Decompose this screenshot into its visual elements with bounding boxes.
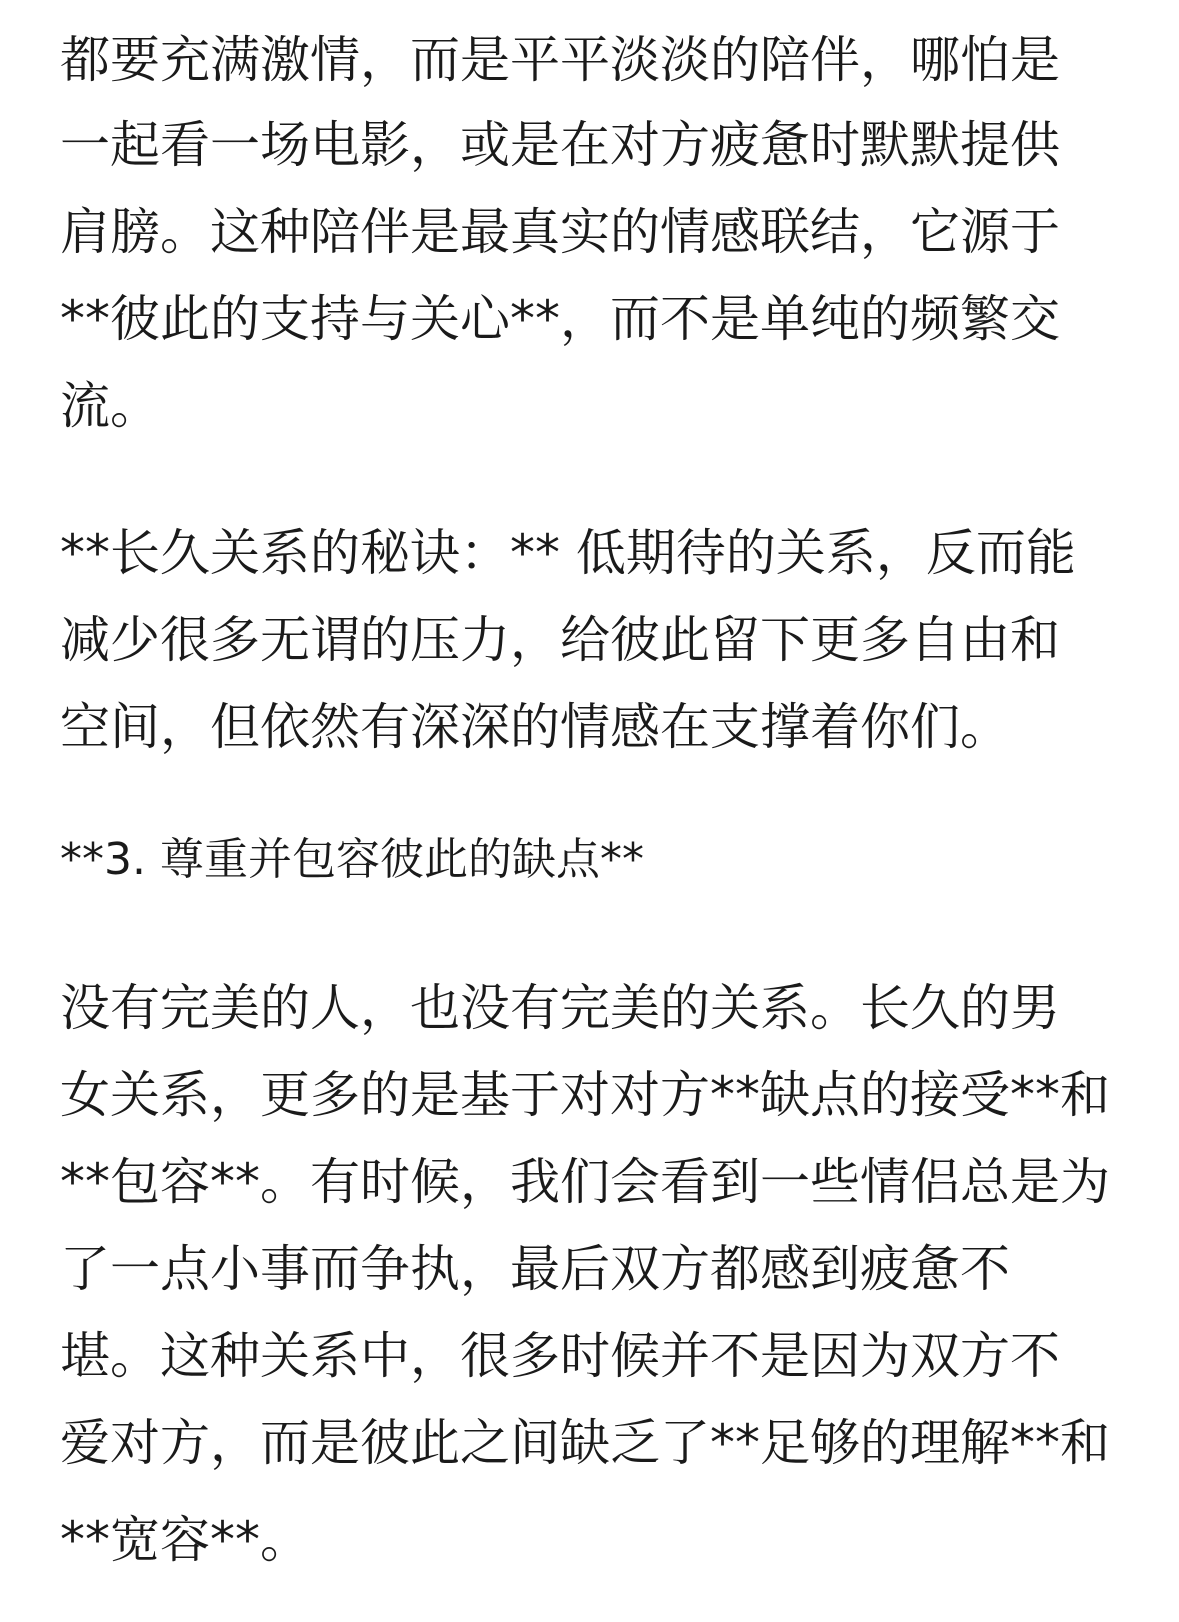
paragraph-line: 了一点小事而争执，最后双方都感到疲惫不 [60,1240,1010,1298]
paragraph-line: 女关系，更多的是基于对对方**缺点的接受**和 [60,1066,1110,1124]
paragraph-line: 堪。这种关系中，很多时候并不是因为双方不 [60,1327,1060,1385]
paragraph-line: 减少很多无谓的压力，给彼此留下更多自由和 [60,611,1060,669]
paragraph-line: **长久关系的秘诀：** 低期待的关系，反而能 [60,524,1076,582]
paragraph-line: **包容**。有时候，我们会看到一些情侣总是为 [60,1153,1110,1211]
paragraph-line: 都要充满激情，而是平平淡淡的陪伴，哪怕是 [60,31,1060,89]
paragraph-line: 流。 [60,377,160,435]
paragraph-line: **宽容**。 [60,1511,310,1569]
section-heading: **3. 尊重并包容彼此的缺点** [60,834,644,885]
paragraph-line: 没有完美的人，也没有完美的关系。长久的男 [60,979,1060,1037]
paragraph-line: 空间，但依然有深深的情感在支撑着你们。 [60,698,1010,756]
paragraph-line: **彼此的支持与关心**，而不是单纯的频繁交 [60,290,1060,348]
paragraph-line: 肩膀。这种陪伴是最真实的情感联结，它源于 [60,203,1060,261]
paragraph-line: 一起看一场电影，或是在对方疲惫时默默提供 [60,116,1060,174]
paragraph-line: 爱对方，而是彼此之间缺乏了**足够的理解**和 [60,1414,1110,1472]
